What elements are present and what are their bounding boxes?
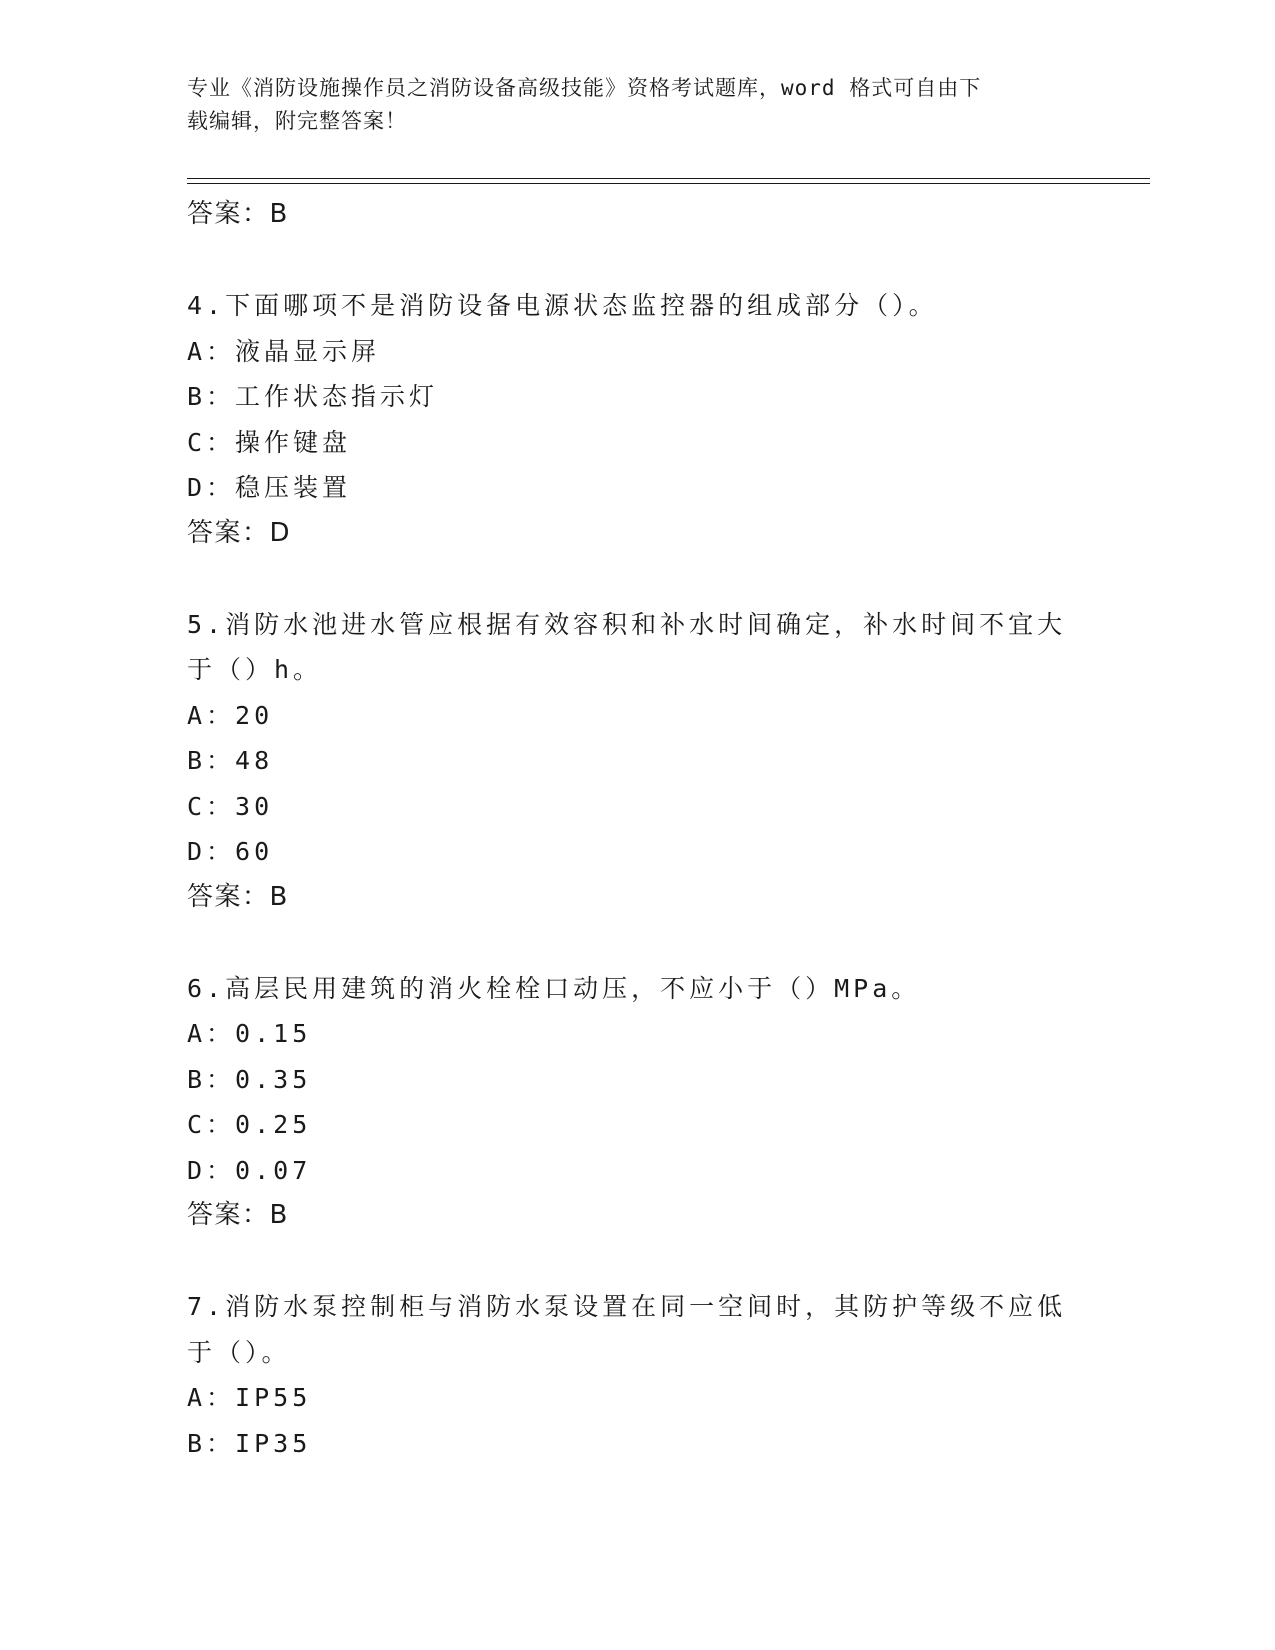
question-stem-line-1: 7.消防水泵控制柜与消防水泵设置在同一空间时，其防护等级不应低: [187, 1292, 1067, 1321]
option-c: C：30: [187, 791, 274, 821]
option-b: B：48: [187, 746, 274, 775]
header-line-1: 专业《消防设施操作员之消防设备高级技能》资格考试题库，word 格式可自由下: [187, 76, 982, 100]
answer-q3: 答案：B: [187, 199, 289, 229]
option-d: D：60: [187, 837, 274, 866]
option-a: A：0.15: [187, 1019, 312, 1048]
option-c: C：操作键盘: [187, 427, 352, 457]
question-stem: 4.下面哪项不是消防设备电源状态监控器的组成部分（）。: [187, 291, 938, 320]
option-b: B：0.35: [187, 1064, 312, 1094]
option-b: B：工作状态指示灯: [187, 382, 439, 411]
document-header: [187, 72, 1067, 138]
spacer: [187, 556, 1087, 602]
option-a: A：20: [187, 700, 274, 730]
spacer: [187, 920, 1087, 966]
answer: 答案：D: [187, 517, 292, 548]
option-c: C：0.25: [187, 1110, 312, 1139]
answer: 答案：B: [187, 881, 289, 912]
question-stem-line-2: 于（）h。: [187, 655, 323, 684]
question-stem: 6.高层民用建筑的消火栓栓口动压，不应小于（）MPa。: [187, 973, 921, 1003]
header-line-2: 载编辑，附完整答案！: [187, 109, 407, 133]
header-divider-bottom: [187, 183, 1150, 184]
question-5: [187, 602, 1087, 921]
question-stem-line-1: 5.消防水池进水管应根据有效容积和补水时间确定，补水时间不宜大: [187, 609, 1067, 639]
option-a: A：液晶显示屏: [187, 336, 381, 366]
question-list: [187, 192, 1087, 1466]
option-b: B：IP35: [187, 1428, 312, 1458]
option-d: D：稳压装置: [187, 473, 352, 502]
header-divider-top: [187, 178, 1150, 179]
question-stem-line-2: 于（）。: [187, 1337, 291, 1367]
answer: 答案：B: [187, 1200, 289, 1230]
question-4: [187, 283, 1087, 556]
option-a: A：IP55: [187, 1383, 312, 1412]
spacer: [187, 1239, 1087, 1285]
option-d: D：0.07: [187, 1155, 312, 1185]
question-6: [187, 966, 1087, 1239]
question-7: [187, 1284, 1087, 1466]
spacer: [187, 238, 1087, 284]
